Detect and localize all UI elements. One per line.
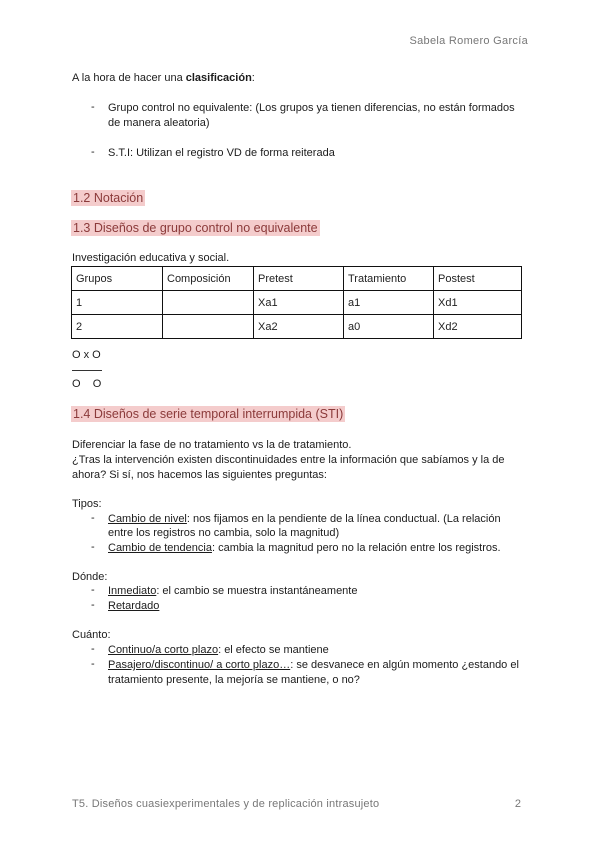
cuanto-title: Cuánto: (72, 629, 111, 641)
cuanto-item-1-text: : el efecto se mantiene (218, 644, 329, 656)
cuanto-item-1-term: Continuo/a corto plazo (108, 644, 219, 656)
table-caption: Investigación educativa y social. (72, 252, 230, 264)
dash-bullet: - (91, 512, 95, 524)
table-cell: Xd1 (434, 291, 522, 315)
tipos-item-2-term: Cambio de tendencia (108, 542, 212, 554)
table-header-row (72, 267, 522, 291)
intro-prefix: A la hora de hacer una (72, 72, 186, 84)
cuanto-item-2-text: : se desvanece en algún momento ¿estando el (290, 659, 519, 671)
footer-title: T5. Diseños cuasiexperimentales y de replicación intrasujeto (72, 798, 380, 810)
page-number: 2 (514, 798, 521, 810)
sti-line-2: ¿Tras la intervención existen discontinuidades entre la información que sabíamos y la de (72, 454, 505, 466)
cuanto-item-2-term: Pasajero/discontinuo/ a corto plazo… (108, 659, 291, 671)
donde-item-1 (108, 584, 357, 599)
cuanto-item-1 (108, 643, 329, 658)
design-table (71, 266, 522, 339)
donde-title: Dónde: (72, 571, 108, 583)
table-header-cell: Postest (434, 267, 522, 291)
heading-control-group: 1.3 Diseños de grupo control no equivalente (73, 221, 318, 235)
table-cell: 1 (72, 291, 163, 315)
table-header-cell: Tratamiento (344, 267, 434, 291)
dash-bullet: - (91, 541, 95, 553)
donde-item-2 (108, 599, 159, 614)
dash-bullet: - (91, 658, 95, 670)
donde-item-2-term: Retardado (108, 600, 160, 612)
dash-bullet: - (91, 146, 95, 158)
table-cell: a0 (344, 315, 434, 339)
classification-item-2: S.T.I: Utilizan el registro VD de forma reiterada (108, 147, 335, 159)
sti-line-1: Diferenciar la fase de no tratamiento vs la de tratamiento. (72, 439, 352, 451)
table-cell (163, 315, 254, 339)
tipos-item-2 (108, 541, 501, 556)
sti-line-3: ahora? Si sí, nos hacemos las siguientes preguntas: (72, 469, 327, 481)
table-header-cell: Pretest (254, 267, 344, 291)
donde-item-1-text: : el cambio se muestra instantáneamente (156, 585, 358, 597)
tipos-item-2-text: : cambia la magnitud pero no la relación entre los registros. (211, 542, 501, 554)
heading-sti: 1.4 Diseños de serie temporal interrumpida (STI) (73, 407, 344, 421)
table-cell: Xd2 (434, 315, 522, 339)
tipos-item-1 (108, 512, 501, 527)
classification-item-1-cont: de manera aleatoria) (108, 117, 210, 129)
header-author: Sabela Romero García (409, 35, 528, 47)
dash-bullet: - (91, 584, 95, 596)
intro-suffix: : (251, 72, 255, 84)
classification-item-1: Grupo control no equivalente: (Los grupos ya tienen diferencias, no están formados (108, 102, 515, 114)
notation-line-1: O x O (72, 349, 101, 361)
dash-bullet: - (91, 101, 95, 113)
donde-item-1-term: Inmediato (108, 585, 157, 597)
tipos-item-1-text: : nos fijamos en la pendiente de la línea conductual. (La relación (186, 513, 501, 525)
table-cell: 2 (72, 315, 163, 339)
dash-bullet: - (91, 643, 95, 655)
dash-bullet: - (91, 599, 95, 611)
tipos-title: Tipos: (72, 498, 102, 510)
table-row (72, 315, 522, 339)
table-header-cell: Composición (163, 267, 254, 291)
tipos-item-1-cont: entre los registros no cambia, solo la magnitud) (108, 527, 340, 539)
notation-divider (72, 370, 102, 371)
heading-notation: 1.2 Notación (73, 191, 144, 205)
table-cell: a1 (344, 291, 434, 315)
cuanto-item-2 (108, 658, 519, 673)
tipos-item-1-term: Cambio de nivel (108, 513, 187, 525)
table-header-cell: Grupos (72, 267, 163, 291)
cuanto-item-2-cont: tratamiento presente, la mejoría se mantiene, o no? (108, 674, 360, 686)
intro-bold: clasificación (185, 72, 252, 84)
table-cell: Xa1 (254, 291, 344, 315)
table-cell (163, 291, 254, 315)
table-cell: Xa2 (254, 315, 344, 339)
table-row (72, 291, 522, 315)
intro-line (72, 71, 255, 86)
notation-line-2: O O (72, 378, 102, 390)
